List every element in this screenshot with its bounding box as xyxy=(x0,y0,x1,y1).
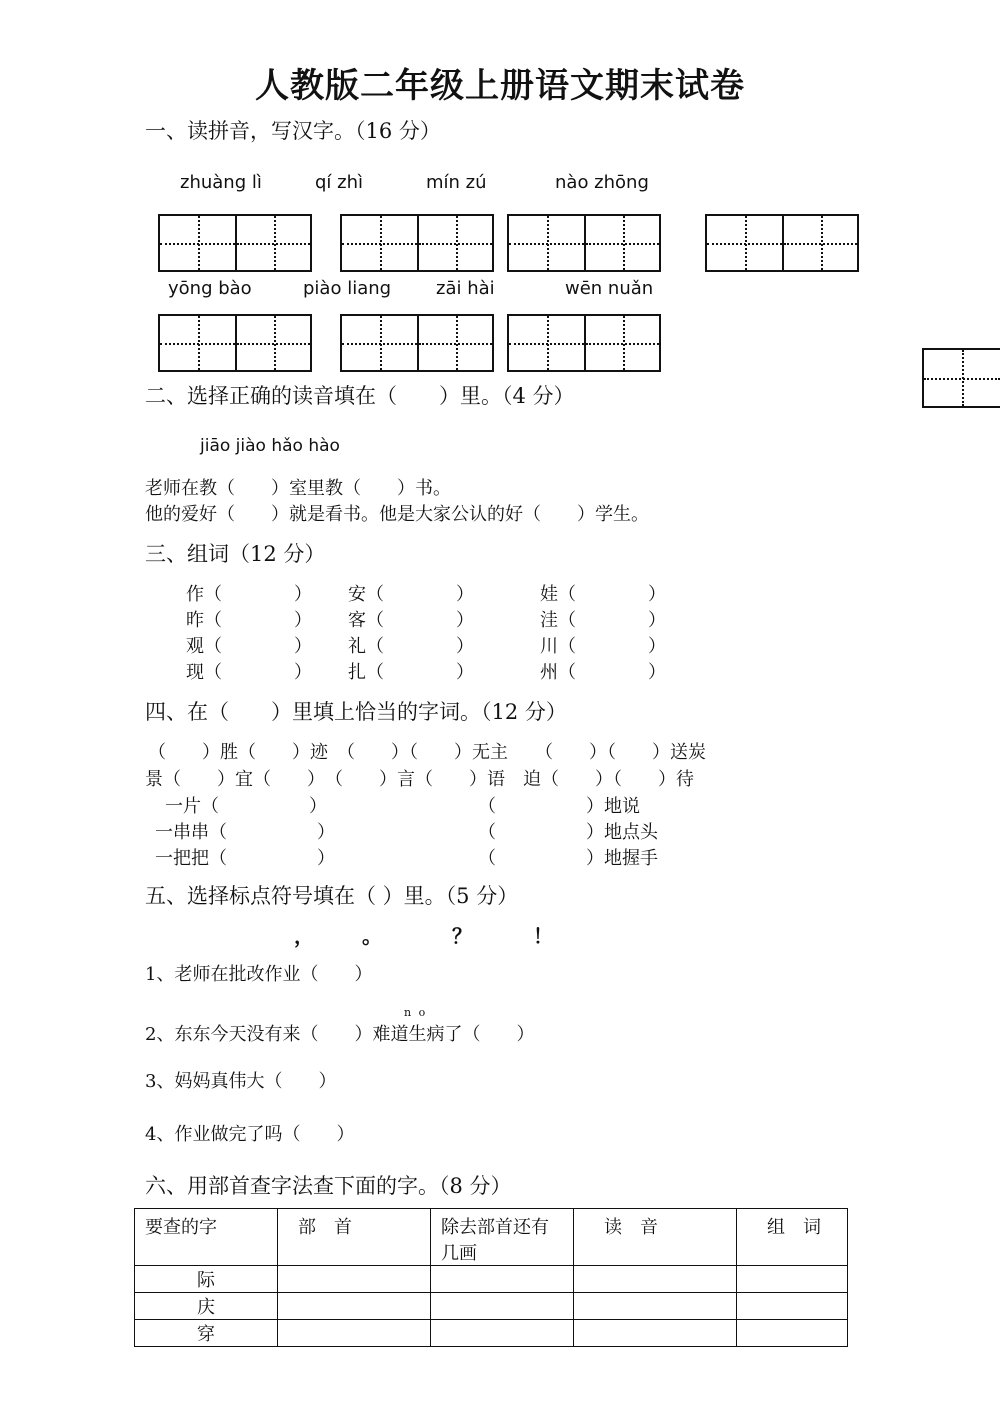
word-item: 川（ ） xyxy=(540,636,666,657)
section-1-heading: 一、读拼音，写汉字。（16 分） xyxy=(145,119,441,143)
pinyin-8: wēn nuǎn xyxy=(565,278,654,299)
pinyin-2: qí zhì xyxy=(315,172,364,193)
lookup-char: 际 xyxy=(135,1266,278,1293)
word-item: 现（ ） xyxy=(186,662,312,683)
answer-cell[interactable] xyxy=(737,1266,848,1293)
answer-cell[interactable] xyxy=(278,1266,431,1293)
sentence-1: 老师在教（ ）室里教（ ）书。 xyxy=(145,478,451,499)
answer-cell[interactable] xyxy=(737,1293,848,1320)
pinyin-5: yōng bào xyxy=(168,278,252,299)
fill-left: 一把把（ ） xyxy=(155,848,335,869)
word-item: 洼（ ） xyxy=(540,610,666,631)
punct-item-2: 2、东东今天没有来（ ）难道生病了（ ） xyxy=(145,1024,535,1045)
answer-cell[interactable] xyxy=(431,1320,574,1347)
answer-cell[interactable] xyxy=(574,1293,737,1320)
fill-right: （ ）地说 xyxy=(478,796,640,817)
answer-cell[interactable] xyxy=(737,1320,848,1347)
section-5-heading: 五、选择标点符号填在（ ）里。（5 分） xyxy=(145,884,519,908)
punct-item-3: 3、妈妈真伟大（ ） xyxy=(145,1071,337,1092)
writing-grid[interactable] xyxy=(507,314,661,372)
punct-item-4: 4、作业做完了吗（ ） xyxy=(145,1124,355,1145)
punct-item-1: 1、老师在批改作业（ ） xyxy=(145,964,373,985)
pinyin-1: zhuàng lì xyxy=(180,172,262,193)
punct-exclaim: ！ xyxy=(533,924,553,948)
word-item: 安（ ） xyxy=(348,584,474,605)
idiom-line-2: 景（ ）宜（ ） （ ）言（ ）语 迫（ ）（ ）待 xyxy=(145,769,694,790)
fill-left: 一片（ ） xyxy=(165,796,327,817)
writing-grid[interactable] xyxy=(705,214,859,272)
answer-cell[interactable] xyxy=(278,1293,431,1320)
header-radical: 部 首 xyxy=(278,1209,431,1266)
header-word: 组 词 xyxy=(737,1209,848,1266)
idiom-line-1: （ ）胜（ ）迹 （ ）（ ）无主 （ ）（ ）送炭 xyxy=(148,742,706,763)
fill-left: 一串串（ ） xyxy=(155,822,335,843)
answer-cell[interactable] xyxy=(574,1320,737,1347)
reading-options: jiāo jiào hǎo hào xyxy=(200,436,340,456)
word-item: 观（ ） xyxy=(186,636,312,657)
word-item: 扎（ ） xyxy=(348,662,474,683)
word-item: 客（ ） xyxy=(348,610,474,631)
section-6-heading: 六、用部首查字法查下面的字。（8 分） xyxy=(145,1174,512,1198)
punct-question: ？ xyxy=(452,924,472,948)
header-char: 要查的字 xyxy=(135,1209,278,1266)
fill-right: （ ）地握手 xyxy=(478,848,658,869)
sentence-2: 他的爱好（ ）就是看书。他是大家公认的好（ ）学生。 xyxy=(145,504,649,525)
pinyin-7: zāi hài xyxy=(436,278,495,299)
header-strokes: 除去部首还有几画 xyxy=(431,1209,574,1266)
pinyin-4: nào zhōng xyxy=(555,172,649,193)
page-title: 人教版二年级上册语文期末试卷 xyxy=(255,66,745,106)
answer-cell[interactable] xyxy=(278,1320,431,1347)
section-2-heading: 二、选择正确的读音填在（ ）里。（4 分） xyxy=(145,384,575,408)
lookup-char: 庆 xyxy=(135,1293,278,1320)
word-item: 娃（ ） xyxy=(540,584,666,605)
word-item: 昨（ ） xyxy=(186,610,312,631)
writing-grid[interactable] xyxy=(340,214,494,272)
writing-grid[interactable] xyxy=(507,214,661,272)
pinyin-3: mín zú xyxy=(426,172,487,193)
pinyin-note: n o xyxy=(404,1006,428,1019)
pinyin-6: piào liang xyxy=(303,278,392,299)
header-reading: 读 音 xyxy=(574,1209,737,1266)
section-3-heading: 三、组词（12 分） xyxy=(145,542,326,566)
fill-right: （ ）地点头 xyxy=(478,822,658,843)
writing-grid-edge[interactable] xyxy=(922,348,1000,408)
word-item: 礼（ ） xyxy=(348,636,474,657)
writing-grid[interactable] xyxy=(340,314,494,372)
radical-lookup-table xyxy=(134,1208,848,1347)
word-item: 州（ ） xyxy=(540,662,666,683)
section-4-heading: 四、在（ ）里填上恰当的字词。（12 分） xyxy=(145,700,567,724)
word-item: 作（ ） xyxy=(186,584,312,605)
answer-cell[interactable] xyxy=(431,1266,574,1293)
punct-period: 。 xyxy=(362,924,382,948)
punct-comma: ， xyxy=(294,924,314,948)
writing-grid[interactable] xyxy=(158,314,312,372)
lookup-char: 穿 xyxy=(135,1320,278,1347)
writing-grid[interactable] xyxy=(158,214,312,272)
answer-cell[interactable] xyxy=(574,1266,737,1293)
answer-cell[interactable] xyxy=(431,1293,574,1320)
